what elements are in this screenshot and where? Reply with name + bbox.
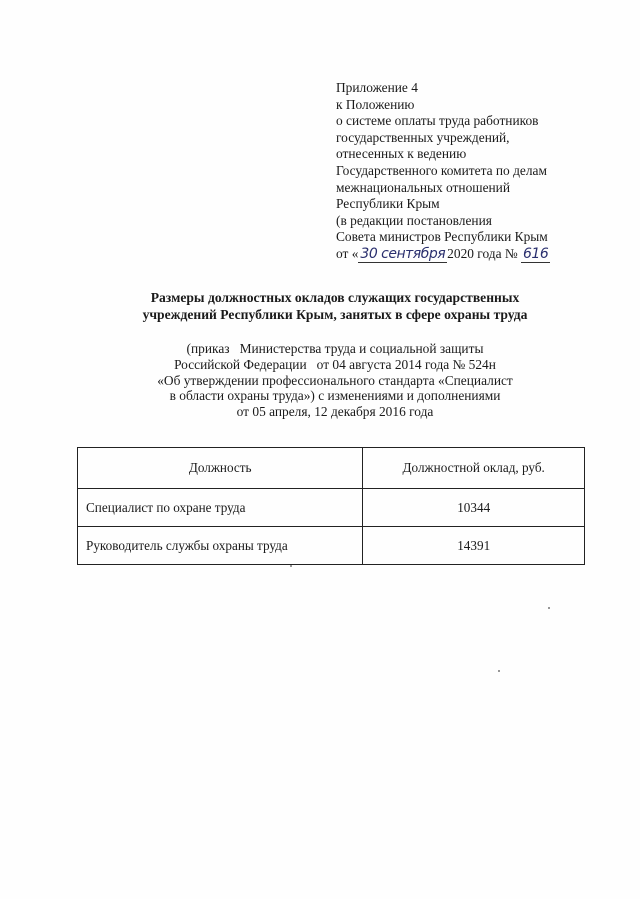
salary-cell: 14391 [363, 527, 585, 565]
appendix-line: Приложение 4 [336, 80, 418, 95]
date-year: 2020 года № [447, 245, 518, 261]
appendix-line: (в редакции постановления [336, 212, 492, 228]
appendix-header [336, 80, 606, 263]
appendix-line: Совета министров Республики Крым [336, 229, 548, 245]
appendix-line: отнесенных к ведению [336, 146, 467, 162]
order-line: в области охраны труда») с изменениями и дополнениями [169, 388, 501, 404]
scan-speck [548, 607, 550, 609]
position-cell: Руководитель службы охраны труда [78, 527, 363, 565]
header-position: Должность [78, 448, 363, 489]
appendix-line: государственных учреждений, [336, 129, 510, 145]
appendix-line: Республики Крым [336, 196, 440, 212]
resolution-date-line [336, 246, 606, 263]
appendix-line: к Положению [336, 96, 415, 112]
table-header-row [78, 448, 585, 489]
order-line: Российской Федерации от 04 августа 2014 года № 524н [174, 356, 496, 372]
appendix-line: Государственного комитета по делам [336, 162, 547, 178]
order-line: от 05 апреля, 12 декабря 2016 года [236, 404, 434, 420]
header-salary: Должностной оклад, руб. [363, 448, 585, 489]
title-line: Размеры должностных окладов служащих государственных [150, 290, 520, 305]
position-cell: Специалист по охране труда [78, 489, 363, 527]
appendix-line: о системе оплаты труда работников [336, 113, 539, 129]
document-title [60, 289, 610, 323]
handwritten-number: 616 [523, 245, 549, 262]
title-line: учреждений Республики Крым, занятых в сфере охраны труда [142, 307, 528, 322]
salary-table [77, 447, 585, 565]
salary-cell: 10344 [363, 489, 585, 527]
table-row [78, 527, 585, 565]
order-line: (приказ Министерства труда и социальной защиты [186, 341, 484, 356]
order-reference [60, 341, 610, 420]
date-prefix: от « [336, 245, 359, 261]
appendix-line: межнациональных отношений [336, 179, 511, 195]
handwritten-date: 30 сентября [360, 245, 446, 262]
table-row [78, 489, 585, 527]
scan-speck [498, 670, 500, 672]
scan-speck [290, 565, 292, 567]
order-line: «Об утверждении профессионального стандарта «Специалист [157, 372, 513, 388]
